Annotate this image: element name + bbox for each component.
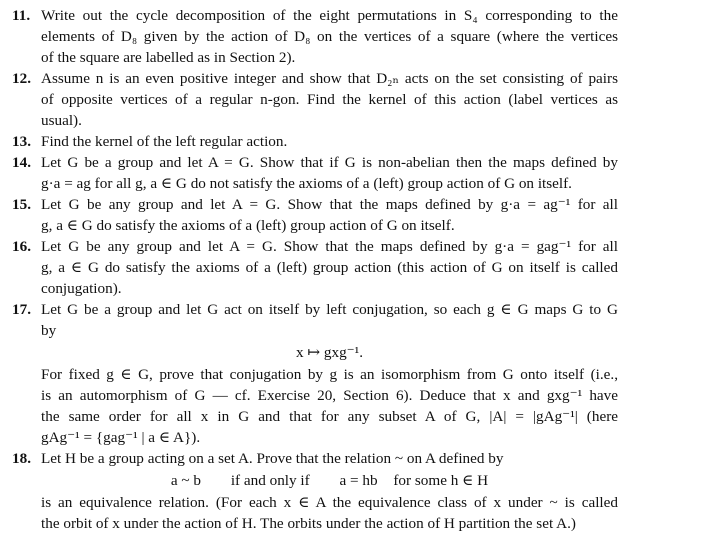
exercise-list	[12, 5, 618, 534]
exercise-text-line: is an automorphism of G — cf. Exercise 20, Section 6). Deduce that x and gxg⁻¹ have	[41, 387, 618, 404]
exercise-text-line: by	[41, 322, 57, 339]
exercise-18	[12, 448, 618, 534]
exercise-number: 14.	[12, 154, 31, 171]
exercise-text-line: conjugation).	[41, 280, 122, 297]
exercise-13	[12, 131, 618, 152]
exercise-text-line: g, a ∈ G do satisfy the axioms of a (left) group action of G on itself.	[41, 217, 455, 234]
exercise-text-line: Assume n is an even positive integer and show that D₂ₙ acts on the set consisting of pairs	[41, 70, 618, 87]
exercise-text-line: Let G be a group and let G act on itself by left conjugation, so each g ∈ G maps G to G	[41, 301, 618, 318]
exercise-text-line: Write out the cycle decomposition of the eight permutations in S₄ corresponding to the	[41, 7, 618, 24]
exercise-number: 18.	[12, 450, 31, 467]
exercise-text-line: For fixed g ∈ G, prove that conjugation by g is an isomorphism from G onto itself (i.e.,	[41, 366, 618, 383]
exercise-text-line: the same order for all x in G and that for any subset A of G, |A| = |gAg⁻¹| (here	[41, 408, 618, 425]
exercise-number: 13.	[12, 133, 31, 150]
formula-part: a ~ b	[170, 472, 202, 489]
formula-part: if and only if	[230, 472, 310, 489]
exercise-text-line: elements of D₈ given by the action of D₈ on the vertices of a square (where the vertices	[41, 28, 618, 45]
exercise-number: 16.	[12, 238, 31, 255]
exercise-text-line: usual).	[41, 112, 82, 129]
exercise-14	[12, 152, 618, 194]
exercise-text-line: of opposite vertices of a regular n-gon. Find the kernel of this action (label vertices as	[41, 91, 618, 108]
display-formula: x ↦ gxg⁻¹.	[295, 344, 364, 361]
exercise-text-line: Let G be a group and let A = G. Show that if G is non-abelian then the maps defined by	[41, 154, 618, 171]
exercise-17	[12, 299, 618, 448]
formula-part: a = hb	[339, 472, 378, 489]
exercise-number: 11.	[12, 7, 31, 24]
exercise-text-line: Let G be any group and let A = G. Show that the maps defined by g·a = ag⁻¹ for all	[41, 196, 618, 213]
exercise-text-line: Let H be a group acting on a set A. Prove that the relation ~ on A defined by	[41, 450, 504, 467]
exercise-text-line: of the square are labelled as in Section 2).	[41, 49, 296, 66]
exercise-15	[12, 194, 618, 236]
exercise-text-line: gAg⁻¹ = {gag⁻¹ | a ∈ A}).	[41, 429, 201, 446]
exercise-text-line: Find the kernel of the left regular action.	[41, 133, 288, 150]
exercise-16	[12, 236, 618, 299]
exercise-11	[12, 5, 618, 68]
exercise-text-line: is an equivalence relation. (For each x ∈ A the equivalence class of x under ~ is called	[41, 494, 618, 511]
exercise-text-line: g·a = ag for all g, a ∈ G do not satisfy the axioms of a (left) group action of G on itself.	[41, 175, 572, 192]
exercise-text-line: Let G be any group and let A = G. Show that the maps defined by g·a = gag⁻¹ for all	[41, 238, 618, 255]
exercise-text-line: the orbit of x under the action of H. The orbits under the action of H partition the set A.)	[41, 515, 576, 532]
exercise-text-line: g, a ∈ G do satisfy the axioms of a (left) group action (this action of G on itself is called	[41, 259, 618, 276]
exercise-12	[12, 68, 618, 131]
exercise-number: 12.	[12, 70, 31, 87]
display-formula	[41, 470, 618, 491]
exercise-number: 17.	[12, 301, 31, 318]
exercise-number: 15.	[12, 196, 31, 213]
formula-part: for some h ∈ H	[393, 472, 489, 489]
